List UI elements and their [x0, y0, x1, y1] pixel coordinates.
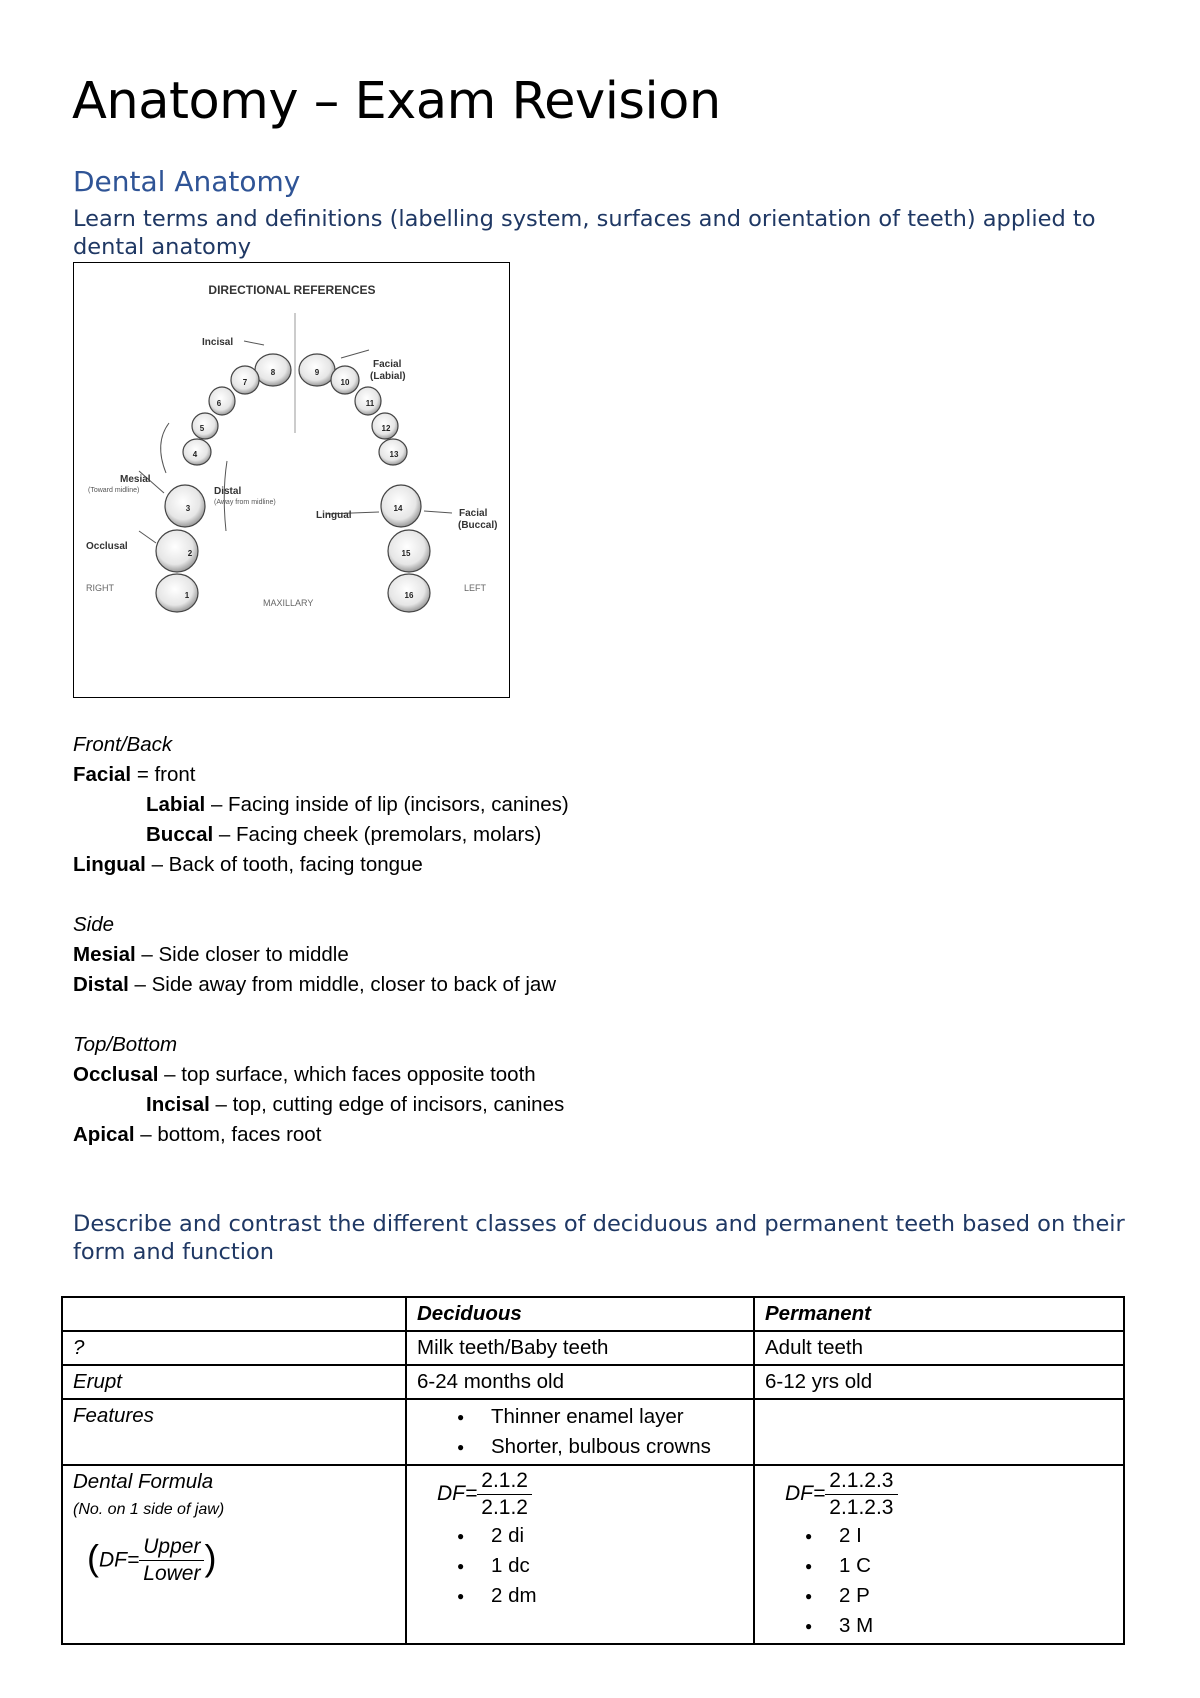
df-symbol: DF	[785, 1481, 813, 1505]
teeth-comparison-table	[61, 1296, 1125, 1645]
tooth-number: 4	[192, 450, 198, 459]
tooth-number: 11	[365, 399, 375, 408]
df-upper: Upper	[139, 1534, 204, 1561]
label-occlusal: Occlusal	[86, 541, 128, 552]
section-heading: Dental Anatomy	[73, 165, 301, 198]
label-right: RIGHT	[86, 583, 114, 593]
label-incisal: Incisal	[202, 337, 234, 348]
list-item: ● 2 di	[417, 1521, 743, 1551]
list-item: ● Thinner enamel layer	[417, 1402, 743, 1432]
row-label: Erupt	[62, 1365, 406, 1399]
table-row	[62, 1331, 1124, 1365]
table-row	[62, 1465, 1124, 1644]
label-facial-buccal: Facial	[459, 508, 488, 519]
tooth-6	[209, 387, 235, 415]
dec-denominator: 2.1.2	[481, 1496, 528, 1519]
side-heading: Side	[73, 913, 115, 936]
header-permanent: Permanent	[754, 1297, 1124, 1331]
tooth-number: 3	[185, 504, 191, 513]
cell-deciduous: 6-24 months old	[406, 1365, 754, 1399]
distal-def: – Side away from middle, closer to back of jaw	[128, 973, 557, 996]
list-item: ● 2 I	[765, 1521, 1113, 1551]
list-item: ● 2 dm	[417, 1581, 743, 1611]
label-facial: Facial	[373, 359, 402, 370]
cell-deciduous: DF= $\frac{2.1.2}{2.1.2}$ ● 2 di ● 1 dc ● 2 dm	[406, 1465, 754, 1644]
header-blank	[62, 1297, 406, 1331]
label-distal: Distal	[214, 486, 242, 497]
perm-denominator: 2.1.2.3	[829, 1496, 894, 1519]
occlusal-def: – top surface, which faces opposite tooth	[158, 1063, 536, 1086]
tooth-number: 1	[184, 591, 190, 600]
directional-references-figure	[73, 262, 510, 698]
list-item: ● 1 C	[765, 1551, 1113, 1581]
df-formula: (DF= $\frac{\text{Upper}}{\text{Lower}}$ )	[87, 1534, 217, 1585]
tooth-number: 12	[381, 424, 391, 433]
objective-heading-1: Learn terms and definitions (labelling system, surfaces and orientation of teeth) applied to dental anatomy	[73, 206, 1096, 260]
label-left: LEFT	[464, 583, 487, 593]
label-lingual: Lingual	[316, 510, 352, 521]
cell-deciduous	[406, 1399, 754, 1465]
incisal-term: Incisal	[146, 1093, 210, 1116]
mesial-term: Mesial	[73, 943, 136, 966]
label-maxillary: MAXILLARY	[263, 598, 314, 608]
tooth-number: 14	[393, 504, 403, 513]
labial-def: – Facing inside of lip (incisors, canines)	[205, 793, 569, 816]
buccal-term: Buccal	[146, 823, 214, 846]
dental-formula-sub: (No. on 1 side of jaw)	[73, 1501, 225, 1518]
perm-numerator: 2.1.2.3	[825, 1468, 897, 1495]
cell-permanent: Adult teeth	[754, 1331, 1124, 1365]
dental-arch-diagram	[74, 263, 508, 696]
dental-formula-label: Dental Formula	[73, 1470, 214, 1493]
page-title: Anatomy – Exam Revision	[72, 72, 721, 131]
label-labial: (Labial)	[370, 371, 406, 382]
facial-def: = front	[131, 763, 196, 786]
cell-deciduous: Milk teeth/Baby teeth	[406, 1331, 754, 1365]
df-symbol: DF	[99, 1548, 127, 1572]
row-label: Features	[62, 1399, 406, 1465]
definitions-notes	[73, 730, 569, 1150]
tooth-1	[156, 574, 198, 612]
figure-heading: DIRECTIONAL REFERENCES	[208, 283, 376, 297]
row-label: ?	[62, 1331, 406, 1365]
tooth-number: 10	[340, 378, 350, 387]
apical-term: Apical	[73, 1123, 135, 1146]
tooth-number: 2	[187, 549, 193, 558]
occlusal-term: Occlusal	[73, 1063, 159, 1086]
facial-term: Facial	[73, 763, 132, 786]
tooth-number: 9	[314, 368, 320, 377]
tooth-5	[192, 413, 218, 439]
label-buccal: (Buccal)	[458, 520, 498, 531]
table-header-row	[62, 1297, 1124, 1331]
incisal-def: – top, cutting edge of incisors, canines	[209, 1093, 565, 1116]
tooth-number: 8	[270, 368, 276, 377]
header-deciduous: Deciduous	[406, 1297, 754, 1331]
mesial-def: – Side closer to middle	[135, 943, 349, 966]
label-toward-midline: (Toward midline)	[88, 487, 140, 494]
label-mesial: Mesial	[120, 474, 151, 485]
distal-term: Distal	[73, 973, 129, 996]
top-bottom-heading: Top/Bottom	[73, 1033, 178, 1056]
buccal-def: – Facing cheek (premolars, molars)	[213, 823, 542, 846]
cell-permanent: 6-12 yrs old	[754, 1365, 1124, 1399]
tooth-number: 6	[216, 399, 222, 408]
df-symbol: DF	[437, 1481, 465, 1505]
tooth-number: 15	[401, 549, 411, 558]
list-item: ● 2 P	[765, 1581, 1113, 1611]
tooth-number: 16	[404, 591, 414, 600]
cell-permanent: DF= $\frac{2.1.2.3}{2.1.2.3}$ ● 2 I ● 1 C ● 2 P ● 3 M	[754, 1465, 1124, 1644]
lingual-term: Lingual	[73, 853, 146, 876]
front-back-heading: Front/Back	[73, 733, 173, 756]
cell-permanent	[754, 1399, 1124, 1465]
label-away-midline: (Away from midline)	[214, 499, 276, 506]
apical-def: – bottom, faces root	[134, 1123, 322, 1146]
labial-term: Labial	[146, 793, 206, 816]
dec-numerator: 2.1.2	[477, 1468, 532, 1495]
list-item: ● 3 M	[765, 1611, 1113, 1641]
tooth-number: 7	[242, 378, 248, 387]
list-item: ● 1 dc	[417, 1551, 743, 1581]
table-row	[62, 1399, 1124, 1465]
lingual-def: – Back of tooth, facing tongue	[145, 853, 423, 876]
row-label	[62, 1465, 406, 1644]
df-lower: Lower	[143, 1561, 201, 1585]
tooth-number: 13	[389, 450, 399, 459]
list-item: ● Shorter, bulbous crowns	[417, 1432, 743, 1462]
table-row	[62, 1365, 1124, 1399]
tooth-number: 5	[199, 424, 205, 433]
objective-heading-2: Describe and contrast the different classes of deciduous and permanent teeth based on their form and function	[73, 1211, 1125, 1265]
